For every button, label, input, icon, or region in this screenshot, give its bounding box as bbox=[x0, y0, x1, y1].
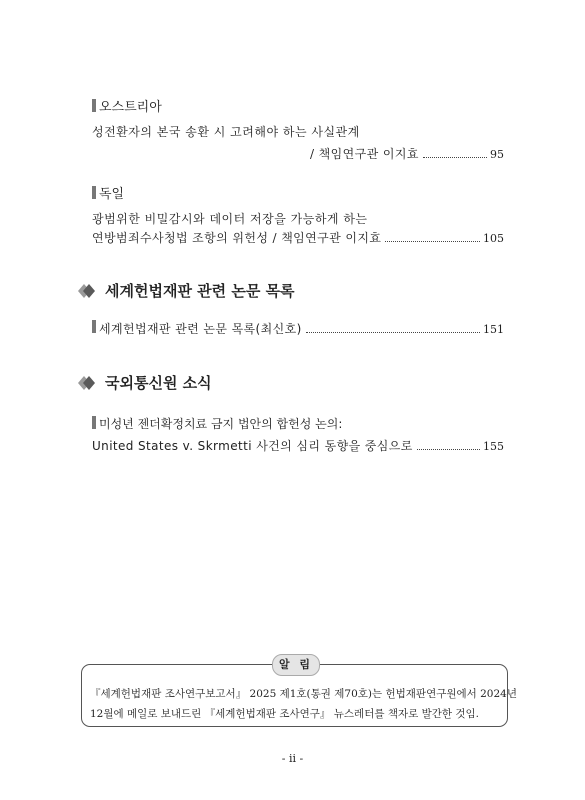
heading-austria: 오스트리아 bbox=[92, 96, 162, 115]
correspondent-entry-line1: 미성년 젠더확정치료 금지 법안의 합헌성 논의: bbox=[92, 415, 342, 432]
page-number: 155 bbox=[483, 440, 504, 453]
page-number-footer: - ii - bbox=[281, 752, 304, 765]
dot-leader bbox=[385, 241, 480, 242]
square-bullet-icon bbox=[92, 320, 96, 333]
square-bullet-icon bbox=[92, 186, 96, 199]
heading-germany: 독일 bbox=[92, 183, 124, 202]
square-bullet-icon bbox=[92, 99, 96, 112]
notice-line2: 12월에 메일로 보내드린 『세계헌법재판 조사연구』 뉴스레터를 책자로 발간한 것임. bbox=[90, 708, 479, 720]
austria-title: 성전환자의 본국 송환 시 고려해야 하는 사실관계 bbox=[92, 125, 360, 139]
toc-entry-papers[interactable] bbox=[92, 320, 504, 337]
papers-entry-text: 세계헌법재판 관련 논문 목록(최신호) bbox=[99, 322, 302, 336]
notice-line1: 『세계헌법재판 조사연구보고서』 2025 제1호(통권 제70호)는 헌법재판연구원에서 2024년 bbox=[90, 688, 517, 700]
germany-title-line2: 연방범죄수사청법 조항의 위헌성 / 책임연구관 이지효 bbox=[92, 231, 382, 245]
page-number: 95 bbox=[490, 148, 504, 161]
toc-entry-austria[interactable] bbox=[310, 145, 504, 162]
page-number: 105 bbox=[483, 232, 504, 245]
diamond-bullet-icon bbox=[78, 376, 95, 390]
toc-entry-correspondent[interactable] bbox=[92, 437, 504, 454]
section-title-correspondent: 국외통신원 소식 bbox=[78, 372, 212, 393]
page-number: 151 bbox=[483, 323, 504, 336]
correspondent-entry-line2: United States v. Skrmetti 사건의 심리 동향을 중심으로 bbox=[92, 439, 413, 453]
toc-entry-germany[interactable] bbox=[92, 229, 504, 246]
notice-title: 알 림 bbox=[272, 654, 320, 676]
square-bullet-icon bbox=[92, 416, 96, 429]
germany-title-line1: 광범위한 비밀감시와 데이터 저장을 가능하게 하는 bbox=[92, 212, 368, 226]
austria-author: / 책임연구관 이지효 bbox=[310, 147, 419, 161]
diamond-bullet-icon bbox=[78, 284, 95, 298]
dot-leader bbox=[306, 332, 480, 333]
section-title-papers: 세계헌법재판 관련 논문 목록 bbox=[78, 280, 295, 301]
dot-leader bbox=[417, 449, 480, 450]
dot-leader bbox=[423, 157, 487, 158]
